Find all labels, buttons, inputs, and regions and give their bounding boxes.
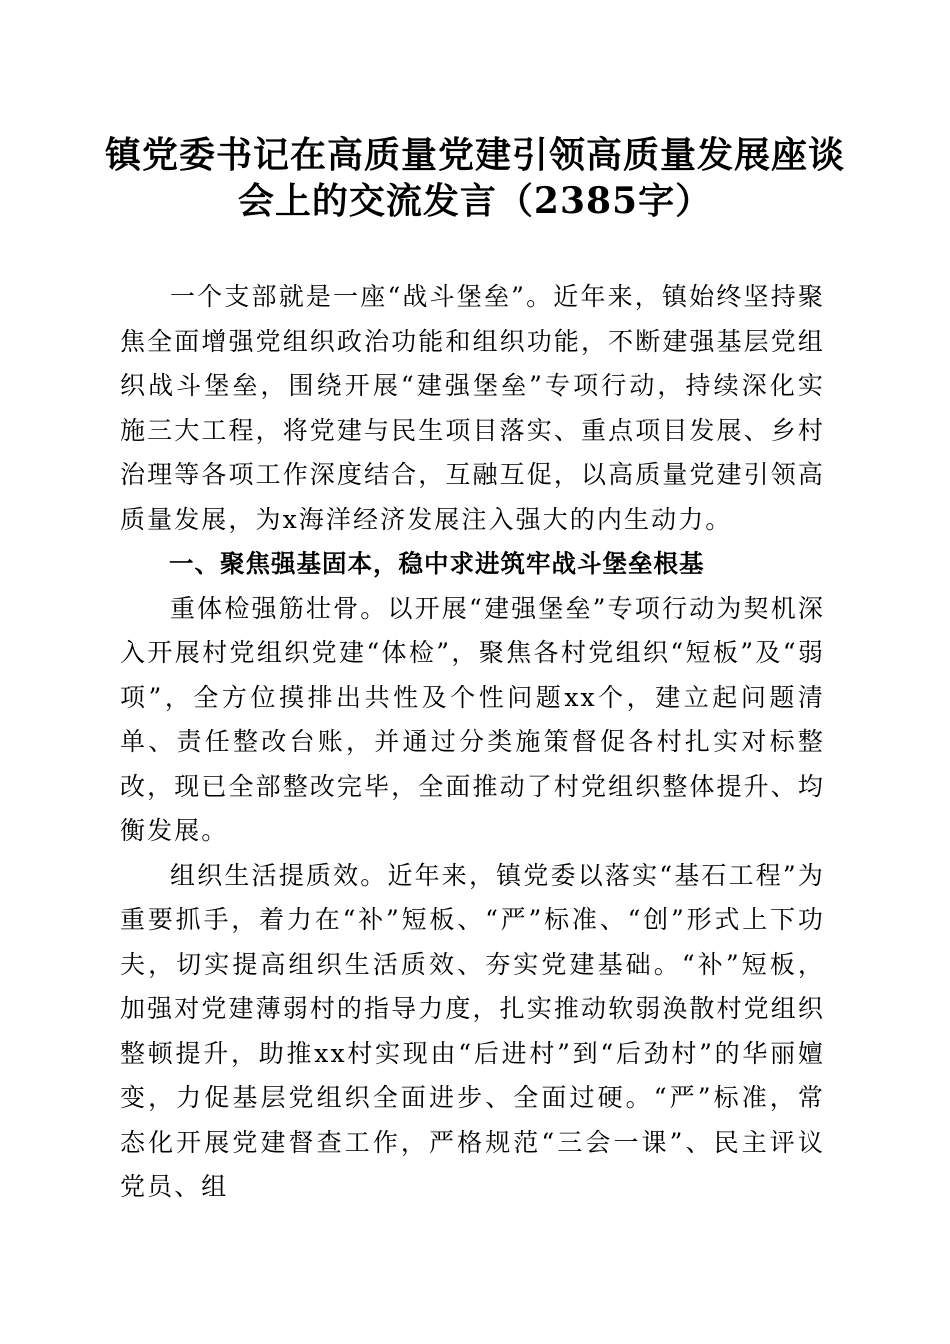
body-paragraph: 重体检强筋壮骨。以开展“建强堡垒”专项行动为契机深入开展村党组织党建“体检”，聚焦各村党组织“短板”及“弱项”，全方位摸排出共性及个性问题xx个，建立起问题清单、责任整改台账，并通过分类施策督促各村扎实对标整改，现已全部整改完毕，全面推动了村党组织整体提升、均衡发展。 [120,593,825,845]
intro-paragraph: 一个支部就是一座“战斗堡垒”。近年来，镇始终坚持聚焦全面增强党组织政治功能和组织功能，不断建强基层党组织战斗堡垒，围绕开展“建强堡垒”专项行动，持续深化实施三大工程，将党建与民生项目落实、重点项目发展、乡村治理等各项工作深度结合，互融互促，以高质量党建引领高质量发展，为x海洋经济发展注入强大的内生动力。 [120,282,825,534]
section-heading-1: 一、聚焦强基固本，稳中求进筑牢战斗堡垒根基 [169,549,705,578]
title-line-2: 会上的交流发言（2385字） [237,180,713,222]
document-title [100,132,850,224]
body-paragraph: 组织生活提质效。近年来，镇党委以落实“基石工程”为重要抓手，着力在“补”短板、“严”标准、“创”形式上下功夫，切实提高组织生活质效、夯实党建基础。“补”短板，加强对党建薄弱村的指导力度，扎实推动软弱涣散村党组织整顿提升，助推xx村实现由“后进村”到“后劲村”的华丽嬗变，力促基层党组织全面进步、全面过硬。“严”标准，常态化开展党建督查工作，严格规范“三会一课”、民主评议党员、组 [120,860,825,1201]
title-line-1: 镇党委书记在高质量党建引领高质量发展座谈 [104,134,845,176]
document-body [120,275,825,1210]
